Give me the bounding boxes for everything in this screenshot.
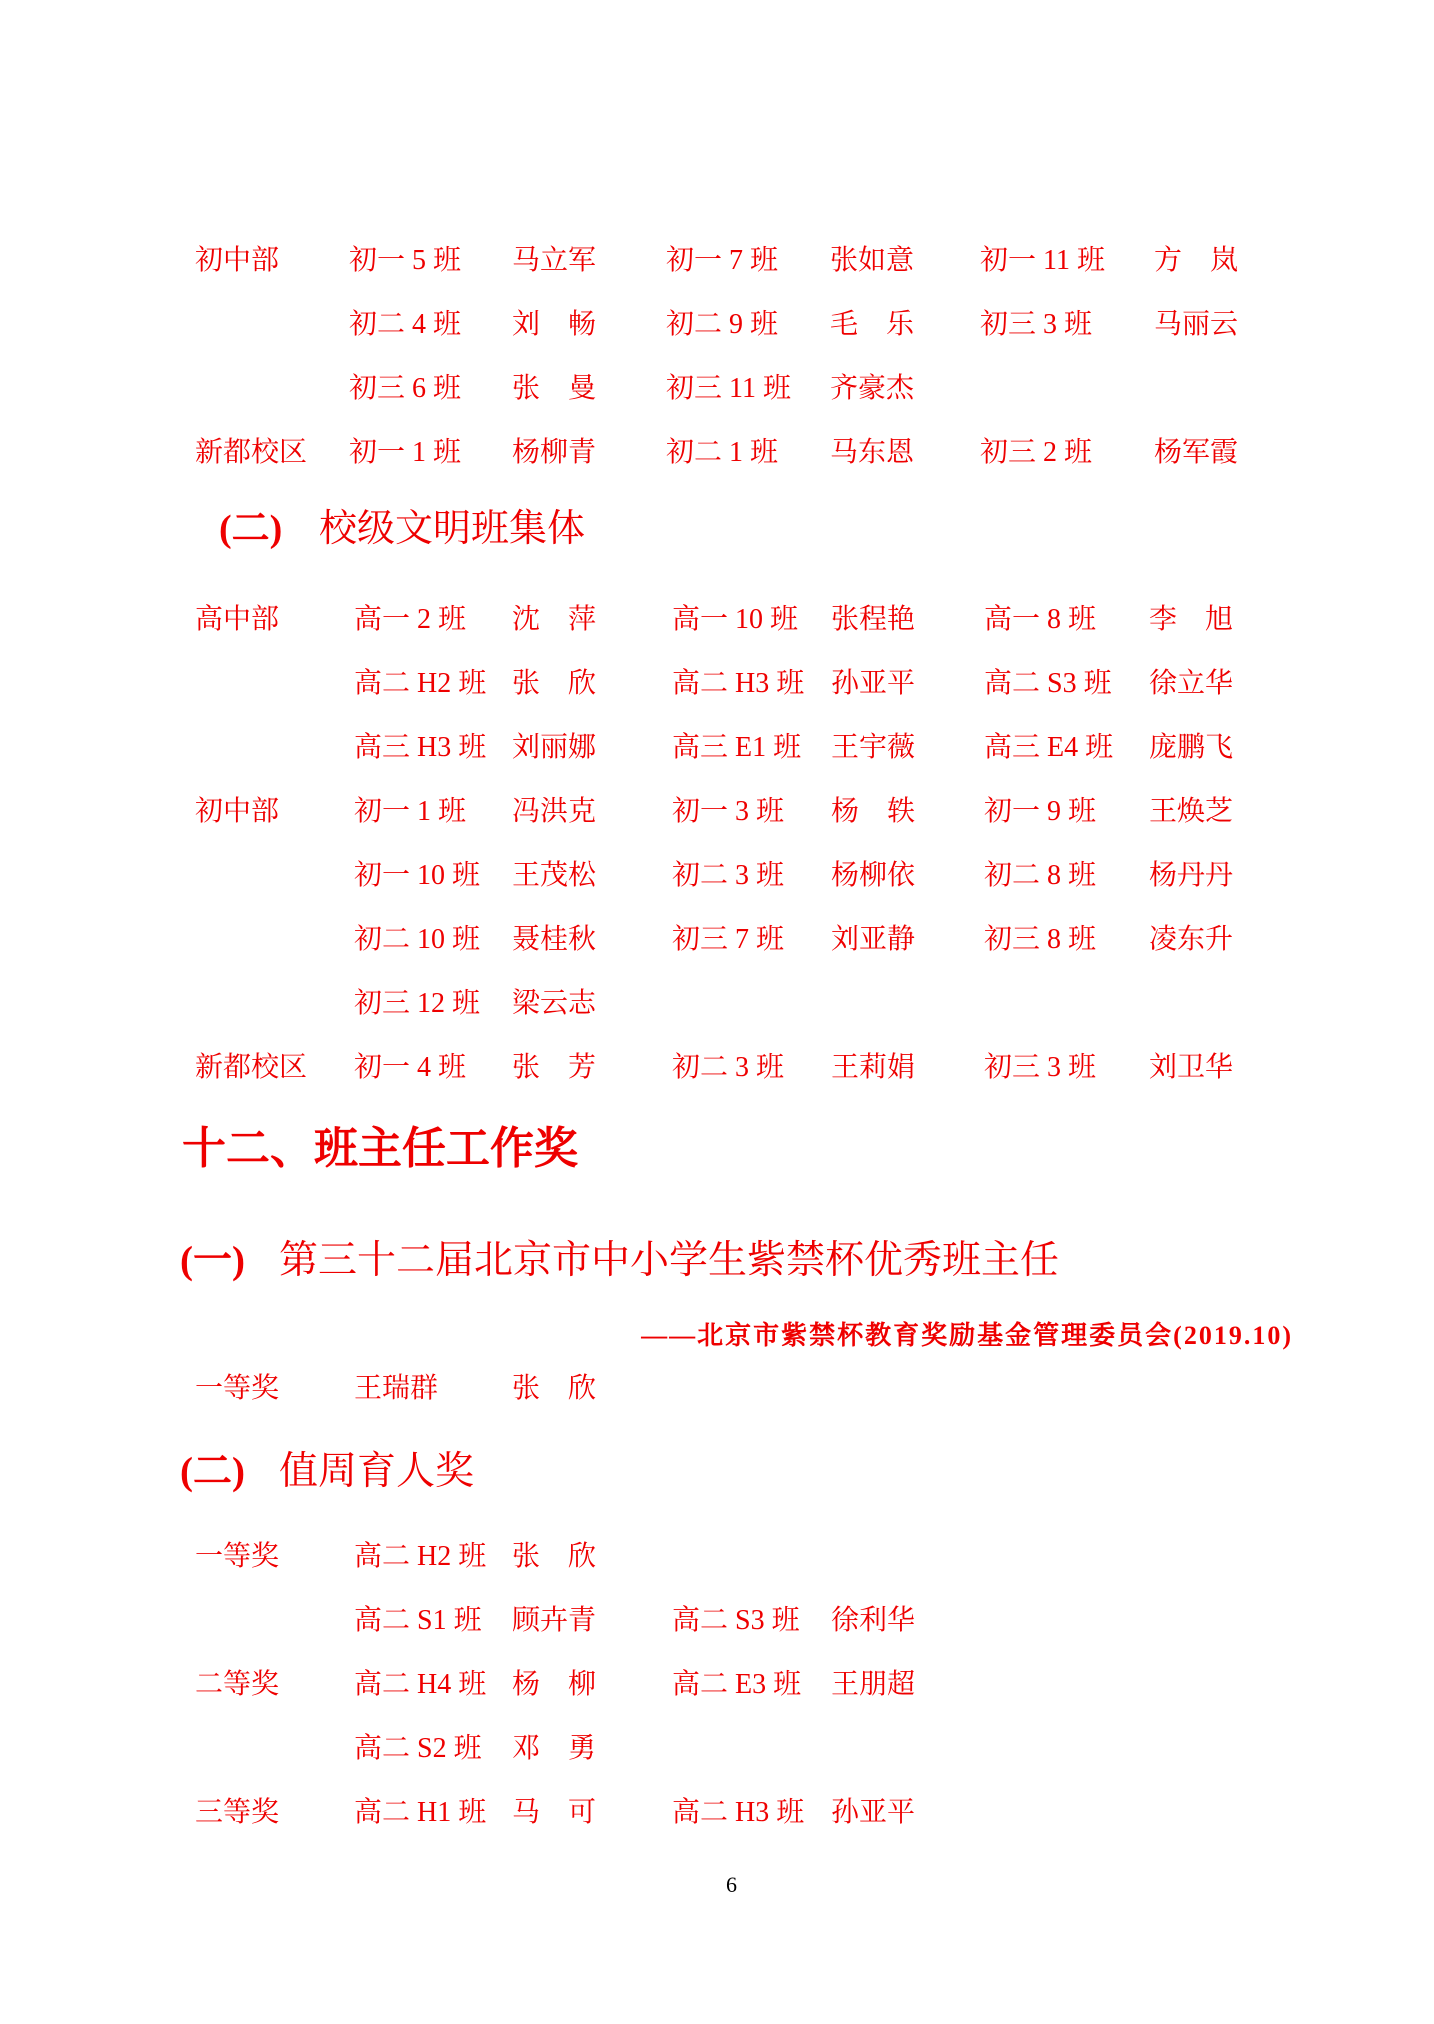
class-name: 高三 E1 班	[672, 732, 802, 763]
class-name: 高二 S1 班	[354, 1605, 482, 1636]
subsection-heading-zijin-cup	[0, 1236, 1434, 1286]
class-name: 高一 2 班	[354, 604, 467, 635]
table-row	[0, 844, 1434, 908]
table-row	[0, 1525, 1434, 1589]
class-name: 初三 3 班	[984, 1052, 1097, 1083]
teacher-name: 张如意	[830, 245, 915, 276]
table-row	[0, 1653, 1434, 1717]
table-row	[0, 229, 1434, 293]
class-name: 初三 8 班	[984, 924, 1097, 955]
class-name: 高二 H2 班	[354, 1541, 487, 1572]
teacher-name: 刘亚静	[831, 924, 916, 955]
teacher-name: 王瑞群	[354, 1373, 439, 1404]
teacher-name: 徐利华	[831, 1605, 916, 1636]
teacher-name: 刘丽娜	[512, 732, 597, 763]
teacher-name: 杨丹丹	[1149, 860, 1234, 891]
teacher-name: 杨 柳	[512, 1669, 597, 1700]
class-name: 高一 8 班	[984, 604, 1097, 635]
table-row	[0, 972, 1434, 1036]
teacher-name: 刘 畅	[512, 309, 597, 340]
table-row	[0, 421, 1434, 485]
teacher-name: 杨柳依	[831, 860, 916, 891]
teacher-name: 马 可	[512, 1797, 597, 1828]
class-name: 初一 10 班	[354, 860, 481, 891]
table-row	[0, 588, 1434, 652]
table-row	[0, 908, 1434, 972]
teacher-name: 冯洪克	[512, 796, 597, 827]
class-name: 高二 S3 班	[672, 1605, 800, 1636]
class-name: 高二 S3 班	[984, 668, 1112, 699]
class-name: 初一 3 班	[672, 796, 785, 827]
teacher-name: 杨军霞	[1154, 437, 1239, 468]
class-name: 初三 12 班	[354, 988, 481, 1019]
table-row	[0, 357, 1434, 421]
class-name: 初二 10 班	[354, 924, 481, 955]
class-name: 初一 9 班	[984, 796, 1097, 827]
class-name: 初三 7 班	[672, 924, 785, 955]
class-name: 高三 H3 班	[354, 732, 487, 763]
teacher-name: 杨柳青	[512, 437, 597, 468]
teacher-name: 马丽云	[1154, 309, 1239, 340]
heading-number: (一)	[180, 1239, 245, 1282]
table-row	[0, 1781, 1434, 1845]
table-row	[0, 293, 1434, 357]
award-level-label: 三等奖	[195, 1797, 280, 1828]
teacher-name: 顾卉青	[512, 1605, 597, 1636]
division-label: 新都校区	[195, 437, 308, 468]
table-row	[0, 1036, 1434, 1100]
award-level-label: 一等奖	[195, 1373, 280, 1404]
teacher-name: 李 旭	[1149, 604, 1234, 635]
teacher-name: 梁云志	[512, 988, 597, 1019]
teacher-name: 张 芳	[512, 1052, 597, 1083]
class-name: 高二 S2 班	[354, 1733, 482, 1764]
section-heading-head-teacher-award: 十二、班主任工作奖	[182, 1124, 578, 1173]
teacher-name: 孙亚平	[831, 668, 916, 699]
class-name: 高二 H4 班	[354, 1669, 487, 1700]
class-name: 高三 E4 班	[984, 732, 1114, 763]
class-name: 高一 10 班	[672, 604, 799, 635]
teacher-name: 齐豪杰	[830, 373, 915, 404]
class-name: 高二 E3 班	[672, 1669, 802, 1700]
teacher-name: 王宇薇	[831, 732, 916, 763]
class-name: 初一 1 班	[354, 796, 467, 827]
table-row	[0, 652, 1434, 716]
class-name: 初一 1 班	[349, 437, 462, 468]
class-name: 初三 6 班	[349, 373, 462, 404]
subsection-heading-weekly-duty-award	[0, 1447, 1434, 1497]
division-label: 初中部	[195, 245, 280, 276]
section-heading-school-collective	[0, 504, 1434, 554]
class-name: 初三 11 班	[666, 373, 791, 404]
teacher-name: 王焕芝	[1149, 796, 1234, 827]
division-label: 高中部	[195, 604, 280, 635]
teacher-name: 张 欣	[512, 668, 597, 699]
teacher-name: 聂桂秋	[512, 924, 597, 955]
heading-title: 校级文明班集体	[319, 508, 586, 550]
class-name: 高二 H1 班	[354, 1797, 487, 1828]
teacher-name: 王莉娟	[831, 1052, 916, 1083]
teacher-name: 孙亚平	[831, 1797, 916, 1828]
heading-number: (二)	[219, 508, 283, 550]
heading-title: 值周育人奖	[279, 1450, 475, 1493]
teacher-name: 张 欣	[512, 1541, 597, 1572]
teacher-name: 王茂松	[512, 860, 597, 891]
division-label: 初中部	[195, 796, 280, 827]
class-name: 初二 8 班	[984, 860, 1097, 891]
class-name: 高二 H3 班	[672, 668, 805, 699]
class-name: 初一 4 班	[354, 1052, 467, 1083]
teacher-name: 马东恩	[830, 437, 915, 468]
division-label: 新都校区	[195, 1052, 308, 1083]
class-name: 初二 3 班	[672, 860, 785, 891]
table-row	[0, 1357, 1434, 1421]
teacher-name: 方 岚	[1154, 245, 1239, 276]
award-source: ——北京市紫禁杯教育奖励基金管理委员会(2019.10)	[641, 1321, 1293, 1350]
table-row	[0, 1589, 1434, 1653]
teacher-name: 徐立华	[1149, 668, 1234, 699]
class-name: 初二 9 班	[666, 309, 779, 340]
table-row	[0, 716, 1434, 780]
class-name: 高二 H3 班	[672, 1797, 805, 1828]
teacher-name: 张程艳	[831, 604, 916, 635]
class-name: 高二 H2 班	[354, 668, 487, 699]
heading-title: 第三十二届北京市中小学生紫禁杯优秀班主任	[279, 1239, 1060, 1282]
class-name: 初一 11 班	[980, 245, 1105, 276]
page-number: 6	[726, 1872, 737, 1897]
teacher-name: 杨 轶	[831, 796, 916, 827]
teacher-name: 毛 乐	[830, 309, 915, 340]
heading-number: (二)	[180, 1450, 245, 1493]
class-name: 初二 4 班	[349, 309, 462, 340]
class-name: 初二 1 班	[666, 437, 779, 468]
class-name: 初二 3 班	[672, 1052, 785, 1083]
teacher-name: 刘卫华	[1149, 1052, 1234, 1083]
class-name: 初三 3 班	[980, 309, 1093, 340]
teacher-name: 张 曼	[512, 373, 597, 404]
class-name: 初一 5 班	[349, 245, 462, 276]
table-row	[0, 1717, 1434, 1781]
teacher-name: 庞鹏飞	[1149, 732, 1234, 763]
teacher-name: 王朋超	[831, 1669, 916, 1700]
table-row	[0, 780, 1434, 844]
class-name: 初三 2 班	[980, 437, 1093, 468]
teacher-name: 马立军	[512, 245, 597, 276]
award-level-label: 二等奖	[195, 1669, 280, 1700]
award-level-label: 一等奖	[195, 1541, 280, 1572]
class-name: 初一 7 班	[666, 245, 779, 276]
teacher-name: 沈 萍	[512, 604, 597, 635]
teacher-name: 邓 勇	[512, 1733, 597, 1764]
teacher-name: 凌东升	[1149, 924, 1234, 955]
teacher-name: 张 欣	[512, 1373, 597, 1404]
